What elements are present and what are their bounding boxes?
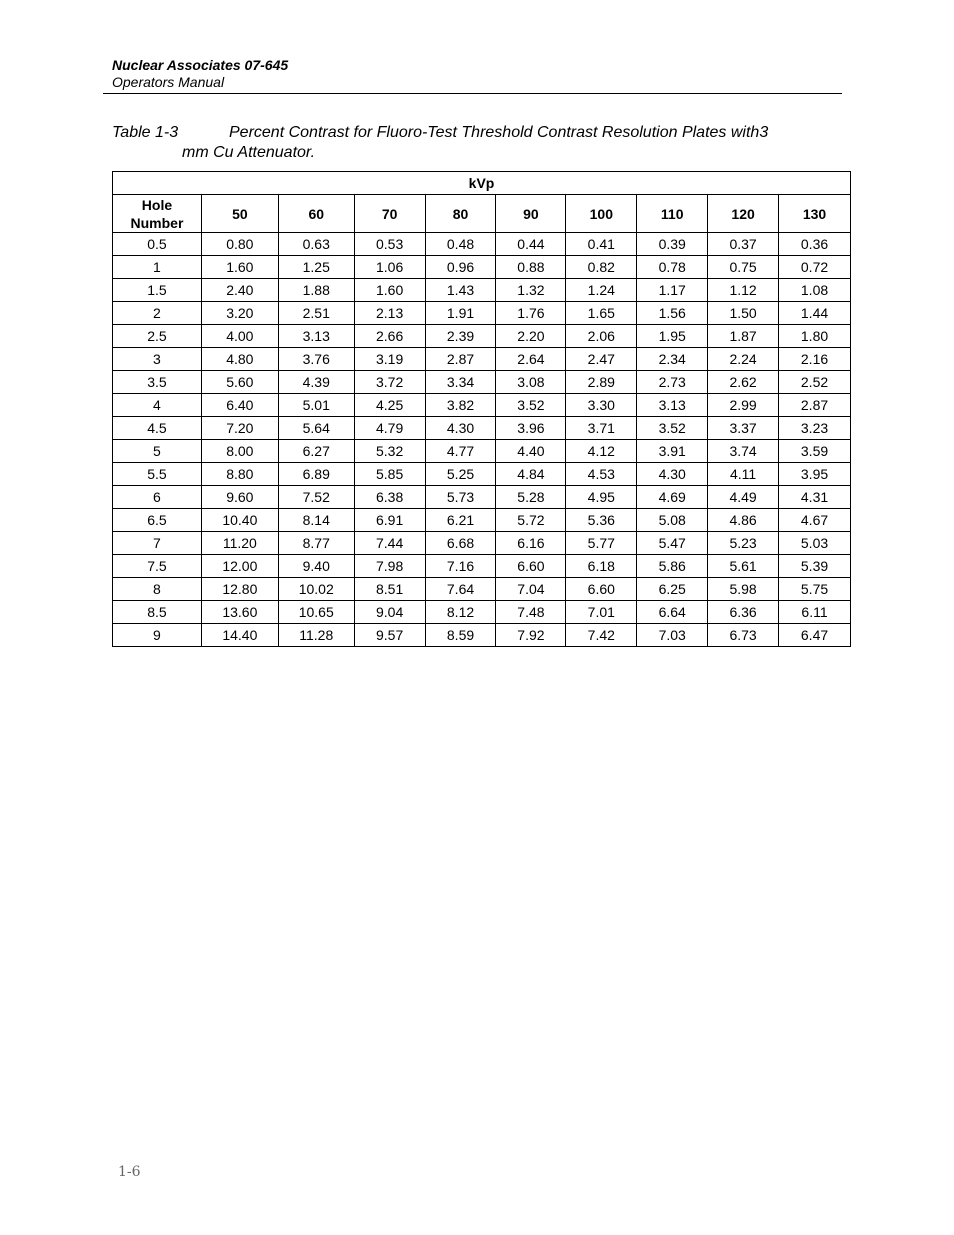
hole-number-cell: 3.5 xyxy=(113,371,202,394)
contrast-value-cell: 3.59 xyxy=(779,440,851,463)
contrast-value-cell: 3.13 xyxy=(637,394,708,417)
table-row xyxy=(113,463,851,486)
contrast-value-cell: 3.19 xyxy=(354,348,425,371)
hole-number-cell: 3 xyxy=(113,348,202,371)
contrast-value-cell: 3.23 xyxy=(779,417,851,440)
table-row xyxy=(113,371,851,394)
table-row xyxy=(113,279,851,302)
contrast-value-cell: 2.62 xyxy=(708,371,779,394)
contrast-value-cell: 3.52 xyxy=(496,394,566,417)
contrast-value-cell: 6.40 xyxy=(201,394,278,417)
contrast-value-cell: 3.76 xyxy=(278,348,354,371)
contrast-value-cell: 7.42 xyxy=(566,624,637,647)
contrast-value-cell: 1.43 xyxy=(425,279,496,302)
contrast-value-cell: 5.39 xyxy=(779,555,851,578)
contrast-value-cell: 1.24 xyxy=(566,279,637,302)
contrast-table xyxy=(112,171,851,647)
contrast-value-cell: 8.00 xyxy=(201,440,278,463)
contrast-value-cell: 14.40 xyxy=(201,624,278,647)
contrast-value-cell: 3.52 xyxy=(637,417,708,440)
contrast-value-cell: 1.56 xyxy=(637,302,708,325)
contrast-value-cell: 2.87 xyxy=(779,394,851,417)
contrast-value-cell: 4.79 xyxy=(354,417,425,440)
contrast-value-cell: 4.31 xyxy=(779,486,851,509)
contrast-value-cell: 3.71 xyxy=(566,417,637,440)
contrast-value-cell: 2.99 xyxy=(708,394,779,417)
contrast-value-cell: 3.74 xyxy=(708,440,779,463)
contrast-value-cell: 1.91 xyxy=(425,302,496,325)
contrast-value-cell: 1.65 xyxy=(566,302,637,325)
contrast-value-cell: 7.16 xyxy=(425,555,496,578)
contrast-value-cell: 6.27 xyxy=(278,440,354,463)
contrast-value-cell: 7.20 xyxy=(201,417,278,440)
contrast-value-cell: 7.48 xyxy=(496,601,566,624)
contrast-value-cell: 2.20 xyxy=(496,325,566,348)
contrast-value-cell: 2.16 xyxy=(779,348,851,371)
contrast-value-cell: 0.39 xyxy=(637,233,708,256)
contrast-value-cell: 4.12 xyxy=(566,440,637,463)
kvp-column-header: 120 xyxy=(708,195,779,233)
hole-number-cell: 5.5 xyxy=(113,463,202,486)
contrast-value-cell: 10.65 xyxy=(278,601,354,624)
contrast-value-cell: 1.60 xyxy=(201,256,278,279)
contrast-value-cell: 4.49 xyxy=(708,486,779,509)
contrast-value-cell: 3.13 xyxy=(278,325,354,348)
contrast-value-cell: 5.85 xyxy=(354,463,425,486)
contrast-value-cell: 5.28 xyxy=(496,486,566,509)
contrast-value-cell: 5.25 xyxy=(425,463,496,486)
hole-number-cell: 1.5 xyxy=(113,279,202,302)
contrast-value-cell: 8.80 xyxy=(201,463,278,486)
contrast-value-cell: 8.77 xyxy=(278,532,354,555)
contrast-value-cell: 3.30 xyxy=(566,394,637,417)
contrast-value-cell: 8.59 xyxy=(425,624,496,647)
contrast-value-cell: 3.91 xyxy=(637,440,708,463)
contrast-value-cell: 4.40 xyxy=(496,440,566,463)
contrast-value-cell: 7.03 xyxy=(637,624,708,647)
table-row xyxy=(113,440,851,463)
kvp-column-header: 100 xyxy=(566,195,637,233)
contrast-value-cell: 4.67 xyxy=(779,509,851,532)
contrast-value-cell: 6.60 xyxy=(496,555,566,578)
contrast-value-cell: 6.36 xyxy=(708,601,779,624)
contrast-value-cell: 6.18 xyxy=(566,555,637,578)
contrast-value-cell: 6.25 xyxy=(637,578,708,601)
contrast-value-cell: 3.96 xyxy=(496,417,566,440)
contrast-value-cell: 9.57 xyxy=(354,624,425,647)
contrast-value-cell: 3.72 xyxy=(354,371,425,394)
contrast-value-cell: 2.06 xyxy=(566,325,637,348)
contrast-value-cell: 5.47 xyxy=(637,532,708,555)
column-header-row xyxy=(113,195,851,233)
contrast-value-cell: 4.84 xyxy=(496,463,566,486)
contrast-value-cell: 0.96 xyxy=(425,256,496,279)
contrast-value-cell: 1.17 xyxy=(637,279,708,302)
contrast-value-cell: 1.80 xyxy=(779,325,851,348)
kvp-column-header: 80 xyxy=(425,195,496,233)
contrast-value-cell: 4.30 xyxy=(637,463,708,486)
contrast-value-cell: 2.64 xyxy=(496,348,566,371)
contrast-value-cell: 6.89 xyxy=(278,463,354,486)
contrast-value-cell: 1.08 xyxy=(779,279,851,302)
contrast-value-cell: 1.25 xyxy=(278,256,354,279)
hole-number-cell: 4.5 xyxy=(113,417,202,440)
contrast-value-cell: 4.77 xyxy=(425,440,496,463)
kvp-column-header: 130 xyxy=(779,195,851,233)
contrast-value-cell: 2.34 xyxy=(637,348,708,371)
table-row xyxy=(113,624,851,647)
contrast-value-cell: 5.73 xyxy=(425,486,496,509)
contrast-value-cell: 6.64 xyxy=(637,601,708,624)
table-row xyxy=(113,532,851,555)
contrast-value-cell: 4.11 xyxy=(708,463,779,486)
contrast-value-cell: 5.61 xyxy=(708,555,779,578)
page-number: 1-6 xyxy=(118,1164,141,1180)
contrast-value-cell: 5.36 xyxy=(566,509,637,532)
contrast-value-cell: 0.82 xyxy=(566,256,637,279)
contrast-value-cell: 6.60 xyxy=(566,578,637,601)
contrast-value-cell: 8.14 xyxy=(278,509,354,532)
caption-line-2: mm Cu Attenuator. xyxy=(182,144,316,161)
hole-number-cell: 8 xyxy=(113,578,202,601)
kvp-column-header: 110 xyxy=(637,195,708,233)
contrast-value-cell: 2.52 xyxy=(779,371,851,394)
table-row xyxy=(113,394,851,417)
contrast-value-cell: 2.87 xyxy=(425,348,496,371)
hole-number-header xyxy=(113,195,202,233)
contrast-value-cell: 5.86 xyxy=(637,555,708,578)
caption-line-1: Percent Contrast for Fluoro-Test Threshold Contrast Resolution Plates with3 xyxy=(229,124,769,141)
table-row xyxy=(113,325,851,348)
table-row xyxy=(113,256,851,279)
table-number: Table 1-3 xyxy=(112,124,179,141)
contrast-value-cell: 6.21 xyxy=(425,509,496,532)
contrast-value-cell: 5.75 xyxy=(779,578,851,601)
table-row xyxy=(113,486,851,509)
contrast-value-cell: 8.12 xyxy=(425,601,496,624)
contrast-value-cell: 2.73 xyxy=(637,371,708,394)
contrast-value-cell: 0.44 xyxy=(496,233,566,256)
contrast-value-cell: 5.32 xyxy=(354,440,425,463)
contrast-value-cell: 5.98 xyxy=(708,578,779,601)
contrast-value-cell: 3.37 xyxy=(708,417,779,440)
table-row xyxy=(113,417,851,440)
contrast-value-cell: 9.60 xyxy=(201,486,278,509)
contrast-value-cell: 0.80 xyxy=(201,233,278,256)
contrast-value-cell: 1.06 xyxy=(354,256,425,279)
contrast-value-cell: 7.98 xyxy=(354,555,425,578)
kvp-column-header: 50 xyxy=(201,195,278,233)
contrast-value-cell: 2.47 xyxy=(566,348,637,371)
contrast-value-cell: 12.80 xyxy=(201,578,278,601)
product-name: Nuclear Associates 07-645 xyxy=(112,57,289,73)
contrast-value-cell: 11.20 xyxy=(201,532,278,555)
contrast-value-cell: 7.64 xyxy=(425,578,496,601)
contrast-value-cell: 4.39 xyxy=(278,371,354,394)
contrast-value-cell: 5.72 xyxy=(496,509,566,532)
hole-number-header-text: Hole Number xyxy=(130,196,184,231)
contrast-value-cell: 5.60 xyxy=(201,371,278,394)
contrast-value-cell: 4.80 xyxy=(201,348,278,371)
contrast-value-cell: 6.73 xyxy=(708,624,779,647)
contrast-value-cell: 7.04 xyxy=(496,578,566,601)
contrast-value-cell: 1.87 xyxy=(708,325,779,348)
hole-number-cell: 5 xyxy=(113,440,202,463)
contrast-value-cell: 6.47 xyxy=(779,624,851,647)
contrast-value-cell: 9.40 xyxy=(278,555,354,578)
contrast-value-cell: 4.69 xyxy=(637,486,708,509)
hole-number-cell: 7.5 xyxy=(113,555,202,578)
contrast-value-cell: 3.08 xyxy=(496,371,566,394)
contrast-value-cell: 1.32 xyxy=(496,279,566,302)
contrast-value-cell: 13.60 xyxy=(201,601,278,624)
contrast-value-cell: 4.30 xyxy=(425,417,496,440)
hole-number-cell: 4 xyxy=(113,394,202,417)
table-row xyxy=(113,555,851,578)
contrast-value-cell: 1.76 xyxy=(496,302,566,325)
hole-number-cell: 6.5 xyxy=(113,509,202,532)
table-row xyxy=(113,302,851,325)
contrast-value-cell: 6.16 xyxy=(496,532,566,555)
contrast-value-cell: 0.41 xyxy=(566,233,637,256)
contrast-value-cell: 7.01 xyxy=(566,601,637,624)
contrast-value-cell: 1.88 xyxy=(278,279,354,302)
contrast-value-cell: 6.91 xyxy=(354,509,425,532)
contrast-value-cell: 0.48 xyxy=(425,233,496,256)
contrast-value-cell: 0.36 xyxy=(779,233,851,256)
contrast-value-cell: 2.39 xyxy=(425,325,496,348)
contrast-value-cell: 4.00 xyxy=(201,325,278,348)
contrast-value-cell: 6.11 xyxy=(779,601,851,624)
contrast-value-cell: 3.34 xyxy=(425,371,496,394)
contrast-value-cell: 2.24 xyxy=(708,348,779,371)
contrast-value-cell: 7.52 xyxy=(278,486,354,509)
kvp-group-header: kVp xyxy=(113,172,851,195)
table-row xyxy=(113,509,851,532)
table-row xyxy=(113,601,851,624)
contrast-value-cell: 1.60 xyxy=(354,279,425,302)
hole-number-cell: 2.5 xyxy=(113,325,202,348)
contrast-value-cell: 10.02 xyxy=(278,578,354,601)
hole-number-cell: 7 xyxy=(113,532,202,555)
contrast-value-cell: 3.95 xyxy=(779,463,851,486)
contrast-value-cell: 5.01 xyxy=(278,394,354,417)
contrast-value-cell: 5.77 xyxy=(566,532,637,555)
contrast-value-cell: 5.08 xyxy=(637,509,708,532)
hole-number-cell: 0.5 xyxy=(113,233,202,256)
table-body xyxy=(113,233,851,647)
table-row xyxy=(113,578,851,601)
contrast-value-cell: 12.00 xyxy=(201,555,278,578)
contrast-value-cell: 6.38 xyxy=(354,486,425,509)
contrast-value-cell: 0.37 xyxy=(708,233,779,256)
contrast-value-cell: 1.50 xyxy=(708,302,779,325)
contrast-value-cell: 2.89 xyxy=(566,371,637,394)
hole-number-cell: 9 xyxy=(113,624,202,647)
contrast-value-cell: 0.88 xyxy=(496,256,566,279)
hole-number-cell: 8.5 xyxy=(113,601,202,624)
kvp-group-row xyxy=(113,172,851,195)
kvp-column-header: 60 xyxy=(278,195,354,233)
contrast-value-cell: 0.72 xyxy=(779,256,851,279)
contrast-value-cell: 1.95 xyxy=(637,325,708,348)
contrast-value-cell: 4.95 xyxy=(566,486,637,509)
contrast-value-cell: 2.40 xyxy=(201,279,278,302)
contrast-value-cell: 2.66 xyxy=(354,325,425,348)
hole-number-cell: 1 xyxy=(113,256,202,279)
contrast-value-cell: 0.78 xyxy=(637,256,708,279)
page-header xyxy=(103,57,842,94)
contrast-value-cell: 2.51 xyxy=(278,302,354,325)
contrast-value-cell: 8.51 xyxy=(354,578,425,601)
kvp-column-header: 90 xyxy=(496,195,566,233)
contrast-value-cell: 0.75 xyxy=(708,256,779,279)
contrast-value-cell: 1.44 xyxy=(779,302,851,325)
contrast-value-cell: 10.40 xyxy=(201,509,278,532)
contrast-value-cell: 11.28 xyxy=(278,624,354,647)
hole-number-cell: 2 xyxy=(113,302,202,325)
contrast-value-cell: 1.12 xyxy=(708,279,779,302)
contrast-value-cell: 9.04 xyxy=(354,601,425,624)
table-row xyxy=(113,348,851,371)
contrast-value-cell: 3.82 xyxy=(425,394,496,417)
contrast-value-cell: 5.03 xyxy=(779,532,851,555)
kvp-column-header: 70 xyxy=(354,195,425,233)
contrast-value-cell: 5.23 xyxy=(708,532,779,555)
contrast-value-cell: 2.13 xyxy=(354,302,425,325)
contrast-value-cell: 7.44 xyxy=(354,532,425,555)
contrast-value-cell: 7.92 xyxy=(496,624,566,647)
manual-title: Operators Manual xyxy=(112,74,225,90)
contrast-value-cell: 0.63 xyxy=(278,233,354,256)
table-caption xyxy=(112,123,832,163)
contrast-value-cell: 5.64 xyxy=(278,417,354,440)
contrast-value-cell: 0.53 xyxy=(354,233,425,256)
table-row xyxy=(113,233,851,256)
contrast-value-cell: 4.53 xyxy=(566,463,637,486)
contrast-value-cell: 4.25 xyxy=(354,394,425,417)
hole-number-cell: 6 xyxy=(113,486,202,509)
contrast-value-cell: 3.20 xyxy=(201,302,278,325)
contrast-value-cell: 6.68 xyxy=(425,532,496,555)
contrast-value-cell: 4.86 xyxy=(708,509,779,532)
